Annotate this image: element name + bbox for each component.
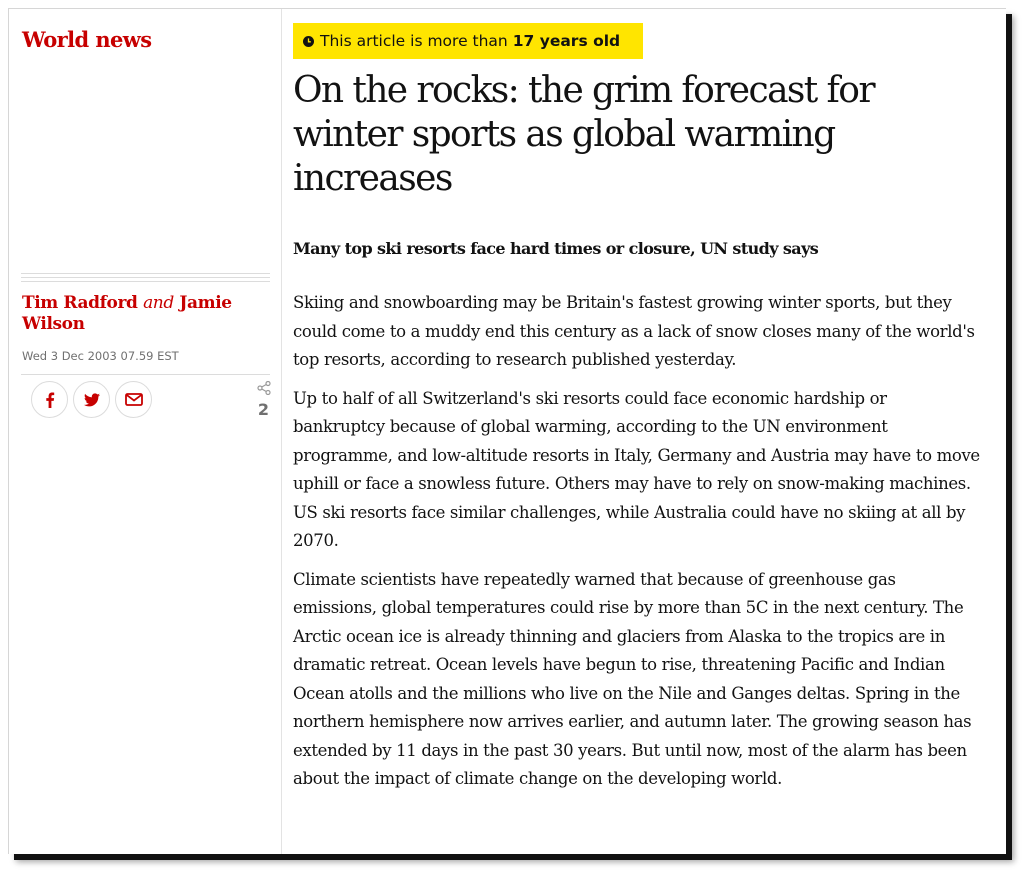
twitter-icon <box>84 393 100 407</box>
article-meta-column <box>9 9 281 854</box>
body-paragraph: Up to half of all Switzerland's ski resorts could face economic hardship or bankruptcy because of global warming, according to the UN environment programme, and low-altitude resorts in Italy, Germany and Austria may have to move uphill or face a snowless future. Others may have to rely on snow-making machines. US ski resorts face similar challenges, while Australia could have no skiing at all by 2070. <box>293 388 980 550</box>
facebook-icon <box>45 392 55 408</box>
body-paragraph: Skiing and snowboarding may be Britain's fastest growing winter sports, but they could come to a muddy end this century as a lack of snow closes many of the world's top resorts, according to research published yesterday. <box>293 293 975 369</box>
share-icon <box>257 381 271 395</box>
article-main <box>293 9 993 854</box>
byline-conjunction: and <box>143 293 174 313</box>
facebook-share-button[interactable] <box>31 381 68 418</box>
column-divider <box>281 9 282 854</box>
date-divider <box>21 374 270 375</box>
clock-icon <box>303 36 314 47</box>
body-paragraph: Climate scientists have repeatedly warned that because of greenhouse gas emissions, global temperatures could rise by more than 5C in the next century. The Arctic ocean ice is already thinning and glaciers from Alaska to the tropics are in dramatic retreat. Ocean levels have begun to rise, threatening Pacific and Indian Ocean atolls and the millions who live on the Nile and Ganges deltas. Spring in the northern hemisphere now arrives earlier, and autumn later. The growing season has extended by 11 days in the past 30 years. But until now, most of the alarm has been about the impact of climate change on the developing world. <box>293 569 972 788</box>
email-icon <box>125 393 143 406</box>
meta-divider <box>21 273 270 285</box>
share-bar <box>21 381 271 421</box>
article-headline: On the rocks: the grim forecast for winter sports as global warming increases <box>293 70 874 199</box>
author-link-2[interactable]: Jamie Wilson <box>22 293 232 334</box>
author-link-1[interactable]: Tim Radford <box>22 293 138 313</box>
share-count-widget <box>251 381 271 421</box>
byline <box>22 293 267 335</box>
article-standfirst: Many top ski resorts face hard times or closure, UN study says <box>293 239 819 258</box>
section-link[interactable]: World news <box>22 27 152 52</box>
email-share-button[interactable] <box>115 381 152 418</box>
publish-date: Wed 3 Dec 2003 07.59 EST <box>22 349 179 363</box>
share-count: 2 <box>257 400 269 419</box>
twitter-share-button[interactable] <box>73 381 110 418</box>
age-warning-value: 17 years old <box>512 32 621 50</box>
age-warning-text: This article is more than <box>320 32 508 50</box>
article-page <box>8 8 1006 854</box>
article-age-warning <box>293 23 643 59</box>
article-body <box>293 289 983 804</box>
